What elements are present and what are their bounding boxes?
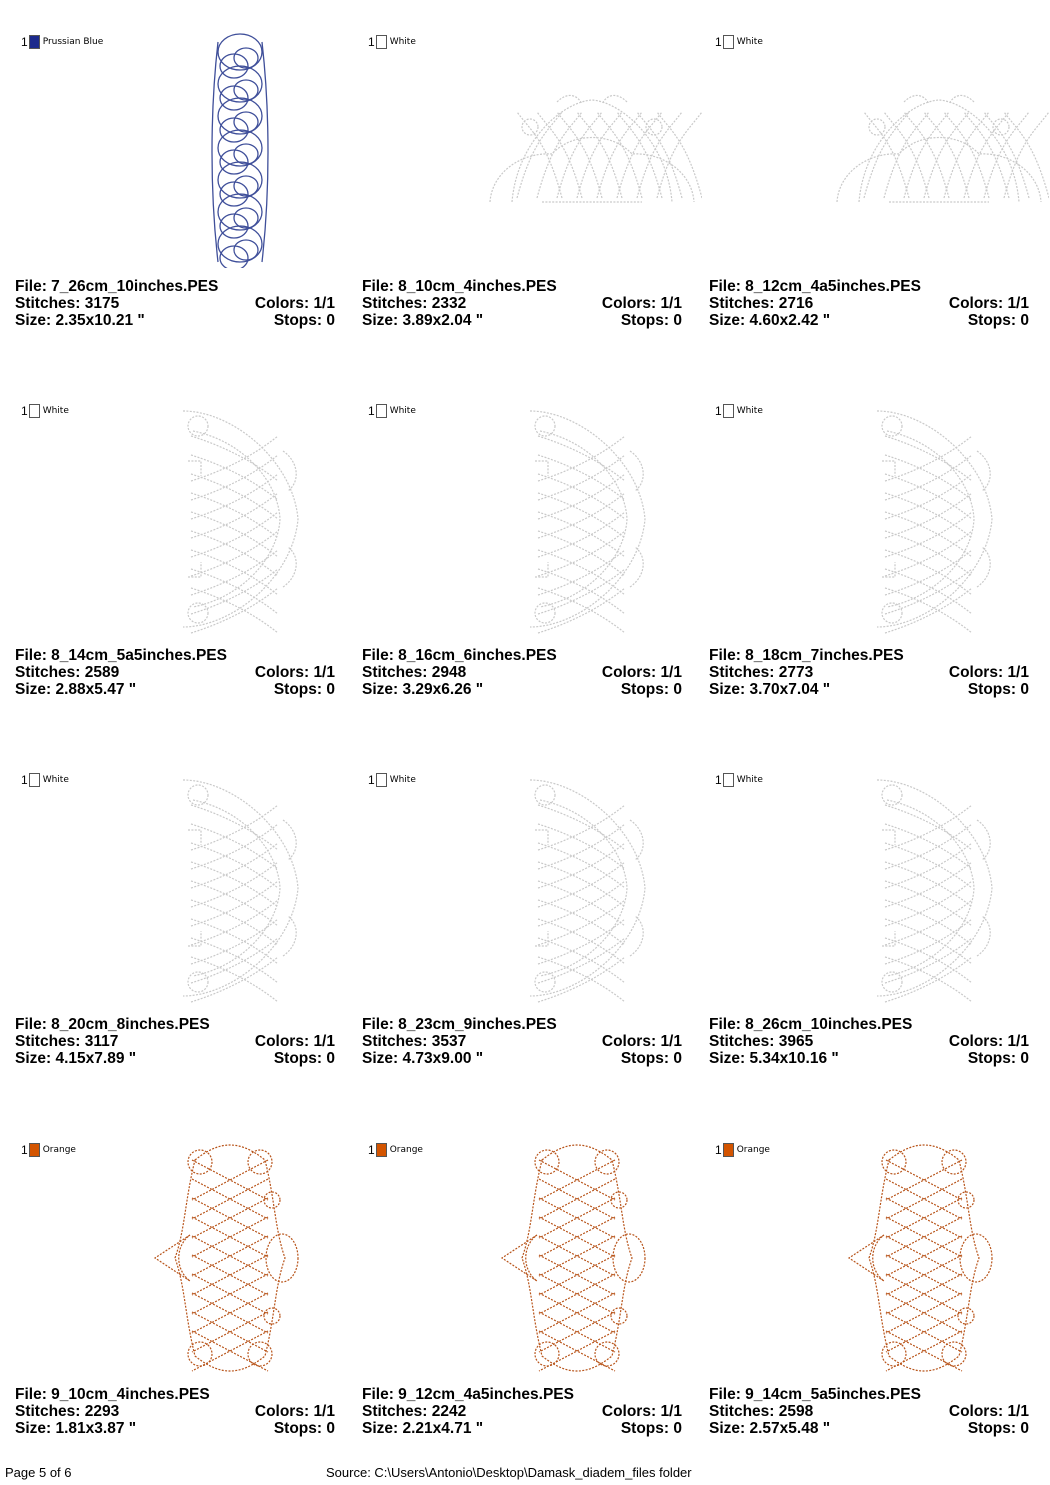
design-card[interactable] [362, 1140, 702, 1470]
design-preview [135, 401, 355, 637]
design-size: Size: 5.34x10.16 " [709, 1050, 839, 1067]
color-count: Colors: 1/1 [254, 1403, 335, 1420]
design-info [15, 1016, 335, 1067]
design-size: Size: 4.73x9.00 " [362, 1050, 484, 1067]
stitch-count: Stitches: 2716 [709, 295, 814, 312]
design-preview [482, 401, 702, 637]
embroidery-pattern [849, 1145, 992, 1371]
thread-name: Orange [42, 1145, 76, 1155]
design-preview [829, 1140, 1049, 1376]
design-card[interactable] [362, 401, 702, 731]
thread-index: 1 [715, 404, 722, 418]
thread-color-swatch [723, 773, 734, 787]
design-info [362, 1016, 682, 1067]
design-info [15, 1386, 335, 1437]
thread-legend [21, 404, 69, 418]
thread-color-swatch [376, 404, 387, 418]
color-count: Colors: 1/1 [254, 1033, 335, 1050]
design-size: Size: 3.70x7.04 " [709, 681, 831, 698]
stitch-count: Stitches: 2242 [362, 1403, 467, 1420]
thread-index: 1 [715, 1143, 722, 1157]
design-preview [482, 770, 702, 1006]
thread-name: White [389, 406, 416, 416]
stitch-count: Stitches: 3965 [709, 1033, 814, 1050]
embroidery-pattern [183, 780, 298, 1002]
design-preview [829, 32, 1049, 268]
embroidery-pattern [530, 780, 645, 1002]
color-count: Colors: 1/1 [254, 295, 335, 312]
design-size: Size: 1.81x3.87 " [15, 1420, 137, 1437]
stitch-count: Stitches: 2948 [362, 664, 467, 681]
stop-count: Stops: 0 [273, 681, 335, 698]
color-count: Colors: 1/1 [601, 664, 682, 681]
stop-count: Stops: 0 [273, 1420, 335, 1437]
design-size: Size: 3.89x2.04 " [362, 312, 484, 329]
file-name: File: 7_26cm_10inches.PES [15, 278, 219, 295]
file-name: File: 9_12cm_4a5inches.PES [362, 1386, 574, 1403]
thread-legend [368, 773, 416, 787]
design-size: Size: 2.57x5.48 " [709, 1420, 831, 1437]
thread-color-swatch [29, 773, 40, 787]
thread-color-swatch [723, 1143, 734, 1157]
design-preview [135, 770, 355, 1006]
stitch-count: Stitches: 2589 [15, 664, 120, 681]
file-name: File: 8_12cm_4a5inches.PES [709, 278, 921, 295]
design-preview [135, 32, 355, 268]
thread-color-swatch [376, 1143, 387, 1157]
stitch-count: Stitches: 3175 [15, 295, 120, 312]
embroidery-pattern [212, 34, 268, 268]
design-info [709, 1386, 1029, 1437]
thread-name: Orange [389, 1145, 423, 1155]
stop-count: Stops: 0 [273, 1050, 335, 1067]
thread-index: 1 [21, 773, 28, 787]
embroidery-pattern [837, 95, 1049, 202]
thread-color-swatch [723, 35, 734, 49]
thread-name: White [736, 775, 763, 785]
thread-name: White [736, 406, 763, 416]
design-card[interactable] [15, 401, 355, 731]
stop-count: Stops: 0 [273, 312, 335, 329]
design-preview [829, 401, 1049, 637]
design-info [709, 1016, 1029, 1067]
embroidery-pattern [155, 1145, 298, 1371]
embroidery-pattern [877, 411, 992, 633]
stop-count: Stops: 0 [620, 681, 682, 698]
design-info [15, 647, 335, 698]
design-info [362, 278, 682, 329]
thread-legend [715, 404, 763, 418]
thread-color-swatch [376, 773, 387, 787]
thread-legend [21, 35, 103, 49]
thread-color-swatch [376, 35, 387, 49]
embroidery-pattern [877, 780, 992, 1002]
file-name: File: 8_18cm_7inches.PES [709, 647, 904, 664]
design-card[interactable] [709, 770, 1049, 1100]
file-name: File: 8_16cm_6inches.PES [362, 647, 557, 664]
design-info [362, 647, 682, 698]
file-name: File: 8_26cm_10inches.PES [709, 1016, 913, 1033]
stop-count: Stops: 0 [967, 312, 1029, 329]
thread-index: 1 [21, 1143, 28, 1157]
color-count: Colors: 1/1 [948, 1403, 1029, 1420]
thread-index: 1 [368, 773, 375, 787]
thread-index: 1 [715, 773, 722, 787]
design-info [709, 647, 1029, 698]
stitch-count: Stitches: 2598 [709, 1403, 814, 1420]
stitch-count: Stitches: 2332 [362, 295, 467, 312]
file-name: File: 8_23cm_9inches.PES [362, 1016, 557, 1033]
thread-name: White [736, 37, 763, 47]
thread-name: White [42, 406, 69, 416]
stitch-count: Stitches: 2293 [15, 1403, 120, 1420]
thread-index: 1 [21, 404, 28, 418]
thread-index: 1 [368, 404, 375, 418]
color-count: Colors: 1/1 [948, 1033, 1029, 1050]
stop-count: Stops: 0 [967, 681, 1029, 698]
thread-name: White [389, 775, 416, 785]
stop-count: Stops: 0 [620, 1420, 682, 1437]
thread-index: 1 [368, 35, 375, 49]
thread-index: 1 [21, 35, 28, 49]
thread-legend [21, 1143, 76, 1157]
thread-name: White [389, 37, 416, 47]
color-count: Colors: 1/1 [948, 664, 1029, 681]
stitch-count: Stitches: 3537 [362, 1033, 467, 1050]
design-size: Size: 4.60x2.42 " [709, 312, 831, 329]
thread-legend [715, 35, 763, 49]
design-card[interactable] [15, 32, 355, 362]
file-name: File: 8_14cm_5a5inches.PES [15, 647, 227, 664]
thread-legend [368, 1143, 423, 1157]
design-preview [482, 32, 702, 268]
design-preview [135, 1140, 355, 1376]
color-count: Colors: 1/1 [601, 295, 682, 312]
thread-name: White [42, 775, 69, 785]
design-info [15, 278, 335, 329]
design-size: Size: 2.35x10.21 " [15, 312, 145, 329]
stop-count: Stops: 0 [967, 1420, 1029, 1437]
thread-color-swatch [29, 1143, 40, 1157]
embroidery-pattern [490, 95, 702, 202]
embroidery-pattern [502, 1145, 645, 1371]
design-size: Size: 3.29x6.26 " [362, 681, 484, 698]
stop-count: Stops: 0 [967, 1050, 1029, 1067]
thread-legend [368, 35, 416, 49]
color-count: Colors: 1/1 [601, 1033, 682, 1050]
color-count: Colors: 1/1 [948, 295, 1029, 312]
design-size: Size: 2.21x4.71 " [362, 1420, 484, 1437]
source-path: Source: C:\Users\Antonio\Desktop\Damask_diadem_files folder [326, 1465, 692, 1480]
thread-legend [21, 773, 69, 787]
file-name: File: 8_20cm_8inches.PES [15, 1016, 210, 1033]
file-name: File: 9_10cm_4inches.PES [15, 1386, 210, 1403]
thread-index: 1 [715, 35, 722, 49]
page-number: Page 5 of 6 [5, 1465, 72, 1480]
stop-count: Stops: 0 [620, 312, 682, 329]
design-card[interactable] [709, 32, 1049, 362]
stop-count: Stops: 0 [620, 1050, 682, 1067]
thread-legend [715, 1143, 770, 1157]
color-count: Colors: 1/1 [254, 664, 335, 681]
thread-color-swatch [29, 35, 40, 49]
thread-legend [715, 773, 763, 787]
design-card[interactable] [709, 1140, 1049, 1470]
design-card[interactable] [362, 32, 702, 362]
design-card[interactable] [15, 1140, 355, 1470]
embroidery-pattern [530, 411, 645, 633]
file-name: File: 9_14cm_5a5inches.PES [709, 1386, 921, 1403]
thread-name: Orange [736, 1145, 770, 1155]
embroidery-pattern [183, 411, 298, 633]
thread-color-swatch [29, 404, 40, 418]
thread-color-swatch [723, 404, 734, 418]
design-card[interactable] [15, 770, 355, 1100]
design-info [709, 278, 1029, 329]
stitch-count: Stitches: 2773 [709, 664, 814, 681]
design-info [362, 1386, 682, 1437]
file-name: File: 8_10cm_4inches.PES [362, 278, 557, 295]
design-size: Size: 2.88x5.47 " [15, 681, 137, 698]
color-count: Colors: 1/1 [601, 1403, 682, 1420]
stitch-count: Stitches: 3117 [15, 1033, 119, 1050]
design-card[interactable] [709, 401, 1049, 731]
thread-index: 1 [368, 1143, 375, 1157]
thread-legend [368, 404, 416, 418]
thread-name: Prussian Blue [42, 37, 104, 47]
design-size: Size: 4.15x7.89 " [15, 1050, 137, 1067]
design-preview [829, 770, 1049, 1006]
design-card[interactable] [362, 770, 702, 1100]
design-preview [482, 1140, 702, 1376]
